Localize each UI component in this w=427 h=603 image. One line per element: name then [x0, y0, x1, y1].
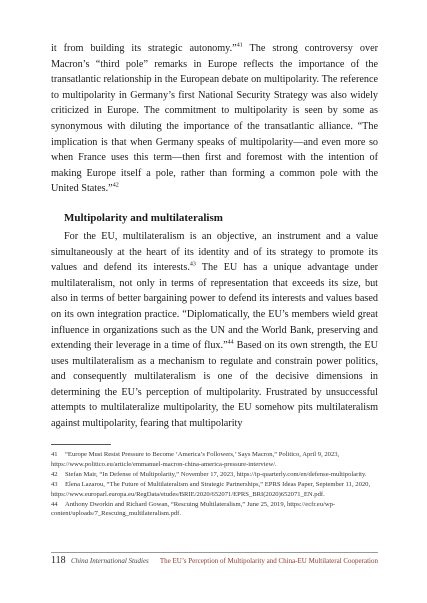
- journal-name: China International Studies: [71, 557, 149, 565]
- footnote-number: 44: [51, 500, 58, 508]
- footnote-ref-41[interactable]: 41: [236, 42, 243, 49]
- page-number: 118: [51, 555, 66, 566]
- footnote-42: [51, 470, 378, 480]
- body-text: [51, 41, 378, 432]
- paragraph-text: it from building its strategic autonomy.”: [51, 43, 237, 54]
- section-heading: Multipolarity and multilateralism: [64, 211, 223, 224]
- footnote-ref-44[interactable]: 44: [227, 339, 234, 346]
- footnote-text: Anthony Dworkin and Richard Gowan, “Rescuing Multilateralism,” June 25, 2019, https://ecfr.eu/wp-content/uploads/7_Rescuing_multilateralism.pdf.: [51, 500, 336, 518]
- paragraph-text: For the EU, multilateralism is an objective, an instrument and a value simultaneously at the heart of its identity and of its strategy to promote its values and defend its interests.: [51, 230, 378, 274]
- paragraph-text: The EU has a unique advantage under multilateralism, not only in terms of representation that exceeds its size, but also in terms of better bargaining power to defend its interests and values based on its own integration practice. “Diplomatically, the EU’s members wield great influence in organizations such as the UN and the World Bank, preserving and extending their leverage in a time of flux.”: [51, 262, 378, 352]
- footnotes: [51, 450, 378, 519]
- footnote-number: 42: [51, 470, 58, 478]
- footnote-divider: [51, 444, 111, 445]
- footnote-text: Elena Lazarou, “The Future of Multilateralism and Strategic Partnerships,” EPRS Ideas Paper, September 11, 2020, https://www.europarl.europa.eu/RegData/etudes/BRIE/2020/652071/EPRS_BRI(2020)652071_EN.pdf.: [51, 480, 371, 498]
- footnote-43: [51, 480, 378, 500]
- footnote-text: Stefan Mair, “In Defense of Multipolarity,” November 17, 2023, https://ip-quarterly.com/en/defense-multipolarity.: [65, 470, 367, 478]
- footer-divider: [51, 552, 378, 553]
- running-title: The EU’s Perception of Multipolarity and China-EU Multilateral Cooperation: [159, 557, 378, 565]
- footnote-41: [51, 450, 378, 470]
- footnote-number: 43: [51, 480, 58, 488]
- footnote-44: [51, 500, 378, 520]
- paragraph-text: Based on its own strength, the EU uses multilateralism as a mechanism to regulate and constrain power politics, and consequently multilateralism is one of the decisive dimensions in determining the EU’s perception of multipolarity. Frustrated by unsuccessful attempts to multilateralize multipolarity, the EU somehow pits multilateralism against multipolarity, fearing that multipolarity: [51, 340, 378, 430]
- footnote-number: 41: [51, 451, 58, 458]
- paragraph-text: The strong controversy over Macron’s “third pole” remarks in Europe reflects the importance of the transatlantic relationship in the European debate on multipolarity. The reference to multipolarity in Germany’s first National Security Strategy was also widely criticized in Europe. The commitment to multipolarity is seen by some as synonymous with diluting the importance of the transatlantic alliance. “The implication is that when Germany speaks of multipolarity—and even more so when France uses this term—then first and foremost with the intention of making Europe itself a pole, rather than forming a common pole with the United States.”: [51, 43, 378, 195]
- paragraph-1: [51, 41, 378, 197]
- paragraph-2: [51, 229, 378, 432]
- footnote-ref-42[interactable]: 42: [112, 182, 119, 189]
- footnote-ref-43[interactable]: 43: [189, 261, 196, 268]
- footnote-text: “Europe Must Resist Pressure to Become ‘America’s Followers,’ Says Macron,” Politico, April 9, 2023, https://www.politico.eu/article/emmanuel-macron-china-america-pressure-interview/.: [51, 451, 340, 468]
